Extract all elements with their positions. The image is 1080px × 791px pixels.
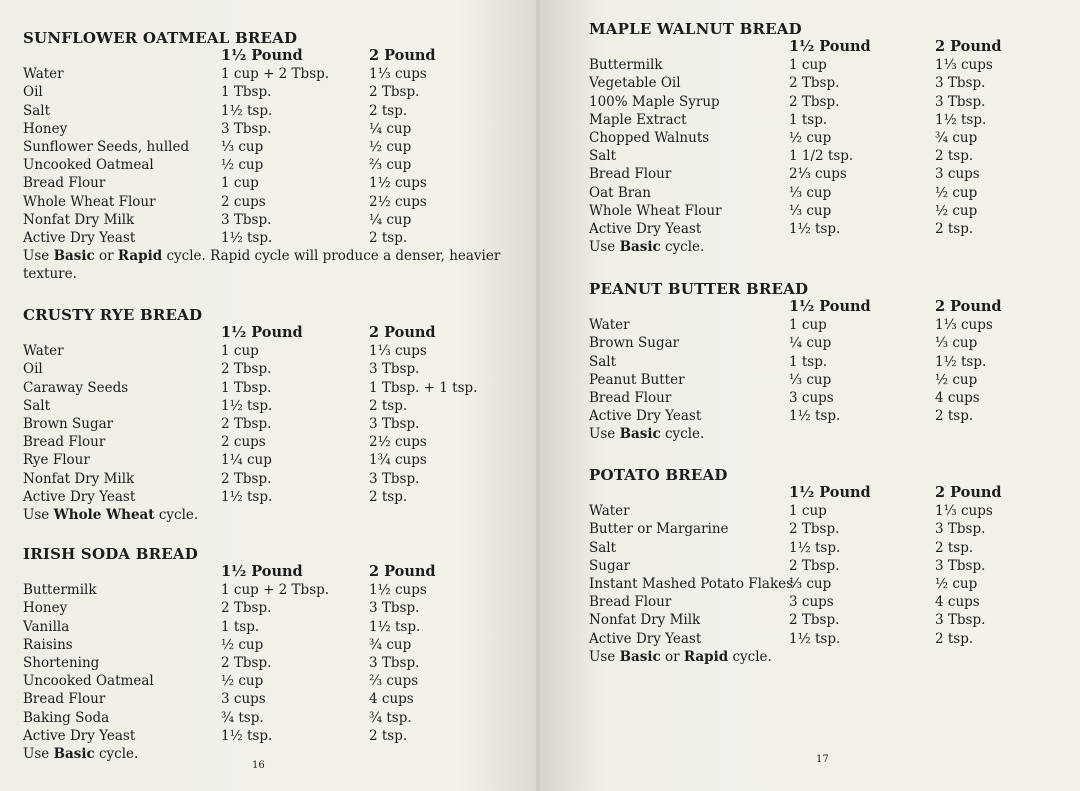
recipe-sunflower-oatmeal-bread <box>23 29 503 283</box>
ingredient-name: Honey <box>23 120 68 137</box>
amount-2-pound: ½ cup <box>935 371 978 388</box>
amount-1-5-pound: 1½ tsp. <box>221 102 273 119</box>
amount-2-pound: 2 Tbsp. <box>369 84 420 101</box>
right-page <box>540 0 1080 791</box>
amount-2-pound: 1⅓ cups <box>935 57 993 74</box>
instruction-text: Use <box>23 745 54 762</box>
instruction-text: cycle. Rapid cycle will produce a denser, heavier texture. <box>23 248 501 283</box>
ingredient-name: Water <box>589 503 630 520</box>
amount-1-5-pound: 2 Tbsp. <box>789 612 840 629</box>
ingredient-row <box>589 220 1069 238</box>
amount-2-pound: 4 cups <box>369 691 414 708</box>
amount-2-pound: 1¾ cups <box>369 452 427 469</box>
amount-1-5-pound: 2 Tbsp. <box>789 521 840 538</box>
amount-1-5-pound: ½ cup <box>221 636 264 653</box>
cycle-name: Basic <box>619 239 661 256</box>
ingredient-row <box>589 611 1069 629</box>
recipe-title: POTATO BREAD <box>589 466 728 484</box>
amount-1-5-pound: 3 Tbsp. <box>221 120 272 137</box>
ingredient-row <box>589 111 1069 129</box>
ingredient-row <box>23 690 503 708</box>
amount-2-pound: 3 cups <box>935 166 980 183</box>
amount-2-pound: 1⅓ cups <box>935 317 993 334</box>
amount-2-pound: ¼ cup <box>369 211 412 228</box>
amount-2-pound: 2 tsp. <box>369 488 408 505</box>
amount-1-5-pound: 2 Tbsp. <box>221 415 272 432</box>
amount-1-5-pound: 1½ tsp. <box>789 408 841 425</box>
amount-1-5-pound: 1 cup <box>789 57 827 74</box>
ingredient-row <box>589 56 1069 74</box>
amount-1-5-pound: 1½ tsp. <box>789 220 841 237</box>
ingredient-name: Uncooked Oatmeal <box>23 673 154 690</box>
ingredient-row <box>23 581 503 599</box>
ingredient-row <box>589 593 1069 611</box>
ingredient-name: Whole Wheat Flour <box>23 193 156 210</box>
amount-1-5-pound: 3 cups <box>789 389 834 406</box>
amount-2-pound: ½ cup <box>935 202 978 219</box>
amount-2-pound: ¾ tsp. <box>369 709 412 726</box>
amount-2-pound: ¼ cup <box>369 120 412 137</box>
ingredient-name: Oil <box>23 84 43 101</box>
ingredient-row <box>589 74 1069 92</box>
size-header-row <box>589 298 1069 316</box>
instruction-text: cycle. <box>94 745 139 762</box>
amount-1-5-pound: ½ cup <box>789 129 832 146</box>
amount-1-5-pound: 1½ tsp. <box>789 630 841 647</box>
ingredient-row <box>589 165 1069 183</box>
size-header-2-pound: 2 Pound <box>935 298 1002 315</box>
page-number: 17 <box>816 754 829 765</box>
ingredient-row <box>589 407 1069 425</box>
ingredient-name: Vanilla <box>23 618 70 635</box>
ingredient-name: Brown Sugar <box>23 415 114 432</box>
ingredient-name: 100% Maple Syrup <box>589 93 720 110</box>
ingredient-name: Sunflower Seeds, hulled <box>23 138 190 155</box>
ingredient-row <box>23 654 503 672</box>
size-header-2-pound: 2 Pound <box>369 324 436 341</box>
amount-1-5-pound: 1½ tsp. <box>789 539 841 556</box>
recipe-title: IRISH SODA BREAD <box>23 545 198 563</box>
amount-2-pound: 3 Tbsp. <box>935 557 986 574</box>
cycle-name: Rapid <box>117 248 163 265</box>
cycle-name: Basic <box>53 248 95 265</box>
recipe-irish-soda-bread <box>23 545 503 763</box>
ingredient-row <box>23 174 503 192</box>
instruction-text: or <box>94 248 118 265</box>
ingredient-name: Salt <box>23 102 51 119</box>
amount-1-5-pound: ¾ tsp. <box>221 709 264 726</box>
size-header-row <box>589 484 1069 502</box>
cycle-instruction <box>589 425 1069 443</box>
amount-2-pound: ⅔ cup <box>369 157 412 174</box>
ingredient-row <box>23 415 503 433</box>
ingredient-name: Active Dry Yeast <box>589 220 702 237</box>
amount-1-5-pound: ⅓ cup <box>789 575 832 592</box>
amount-1-5-pound: 1 cup + 2 Tbsp. <box>221 66 330 83</box>
amount-1-5-pound: 2 cups <box>221 434 266 451</box>
amount-2-pound: 1½ tsp. <box>935 111 987 128</box>
ingredient-name: Bread Flour <box>589 594 672 611</box>
amount-1-5-pound: 1 cup + 2 Tbsp. <box>221 582 330 599</box>
amount-2-pound: 3 Tbsp. <box>935 521 986 538</box>
amount-1-5-pound: 3 Tbsp. <box>221 211 272 228</box>
amount-1-5-pound: 1 Tbsp. <box>221 379 272 396</box>
recipe-peanut-butter-bread <box>589 280 1069 443</box>
amount-1-5-pound: 1½ tsp. <box>221 488 273 505</box>
ingredient-name: Bread Flour <box>23 434 106 451</box>
amount-1-5-pound: 1¼ cup <box>221 452 272 469</box>
amount-2-pound: ⅔ cups <box>369 673 419 690</box>
amount-2-pound: 1½ tsp. <box>935 353 987 370</box>
ingredient-name: Raisins <box>23 636 73 653</box>
ingredient-name: Active Dry Yeast <box>589 630 702 647</box>
recipe-title: CRUSTY RYE BREAD <box>23 306 203 324</box>
ingredient-name: Rye Flour <box>23 452 90 469</box>
ingredient-row <box>589 129 1069 147</box>
ingredient-name: Active Dry Yeast <box>589 408 702 425</box>
amount-1-5-pound: 1 1/2 tsp. <box>789 148 854 165</box>
instruction-text: cycle. <box>660 239 705 256</box>
size-header-1-5-pound: 1½ Pound <box>221 563 303 580</box>
amount-1-5-pound: 2 Tbsp. <box>789 75 840 92</box>
recipe-title: PEANUT BUTTER BREAD <box>589 280 809 298</box>
ingredient-row <box>23 211 503 229</box>
amount-2-pound: 1½ tsp. <box>369 618 421 635</box>
instruction-text: Use <box>23 248 54 265</box>
ingredient-name: Shortening <box>23 654 100 671</box>
amount-1-5-pound: ⅓ cup <box>789 202 832 219</box>
amount-1-5-pound: 2⅓ cups <box>789 166 847 183</box>
amount-2-pound: 3 Tbsp. <box>369 600 420 617</box>
ingredient-name: Brown Sugar <box>589 335 680 352</box>
ingredient-name: Water <box>589 317 630 334</box>
ingredient-name: Bread Flour <box>589 389 672 406</box>
amount-1-5-pound: 3 cups <box>221 691 266 708</box>
ingredient-name: Bread Flour <box>23 691 106 708</box>
ingredient-row <box>23 488 503 506</box>
ingredient-row <box>23 193 503 211</box>
amount-1-5-pound: 1 tsp. <box>789 111 828 128</box>
ingredient-name: Peanut Butter <box>589 371 685 388</box>
amount-2-pound: 2 tsp. <box>369 229 408 246</box>
amount-1-5-pound: 1 cup <box>789 503 827 520</box>
amount-1-5-pound: 2 Tbsp. <box>221 600 272 617</box>
amount-1-5-pound: ½ cup <box>221 157 264 174</box>
ingredient-row <box>589 557 1069 575</box>
instruction-text: Use <box>589 648 620 665</box>
amount-2-pound: 2½ cups <box>369 434 427 451</box>
ingredient-name: Buttermilk <box>589 57 663 74</box>
amount-2-pound: ½ cup <box>935 575 978 592</box>
ingredient-name: Salt <box>23 397 51 414</box>
ingredient-row <box>23 360 503 378</box>
amount-2-pound: 2 tsp. <box>369 727 408 744</box>
amount-2-pound: 3 Tbsp. <box>369 470 420 487</box>
ingredient-row <box>23 102 503 120</box>
amount-2-pound: ¾ cup <box>369 636 412 653</box>
amount-2-pound: ⅓ cup <box>935 335 978 352</box>
amount-2-pound: 1⅓ cups <box>935 503 993 520</box>
ingredient-row <box>23 636 503 654</box>
amount-2-pound: 3 Tbsp. <box>369 654 420 671</box>
amount-2-pound: 3 Tbsp. <box>935 612 986 629</box>
recipe-maple-walnut-bread <box>589 20 1069 256</box>
amount-2-pound: 3 Tbsp. <box>935 93 986 110</box>
ingredient-row <box>23 470 503 488</box>
ingredient-row <box>23 83 503 101</box>
size-header-row <box>589 38 1069 56</box>
ingredient-name: Active Dry Yeast <box>23 727 136 744</box>
amount-1-5-pound: ¼ cup <box>789 335 832 352</box>
amount-1-5-pound: ½ cup <box>221 673 264 690</box>
ingredient-name: Water <box>23 343 64 360</box>
amount-1-5-pound: 2 Tbsp. <box>221 361 272 378</box>
cycle-instruction <box>589 238 1069 256</box>
ingredient-name: Instant Mashed Potato Flakes <box>589 575 794 592</box>
ingredient-row <box>23 342 503 360</box>
instruction-text: Use <box>23 506 54 523</box>
ingredient-name: Salt <box>589 353 617 370</box>
amount-2-pound: 2 tsp. <box>369 397 408 414</box>
ingredient-row <box>589 184 1069 202</box>
cycle-instruction <box>23 745 503 763</box>
ingredient-row <box>23 599 503 617</box>
ingredient-row <box>23 379 503 397</box>
amount-1-5-pound: 1 tsp. <box>221 618 260 635</box>
amount-1-5-pound: ⅓ cup <box>789 184 832 201</box>
ingredient-row <box>23 433 503 451</box>
ingredient-row <box>589 147 1069 165</box>
amount-2-pound: ½ cup <box>369 138 412 155</box>
amount-2-pound: 1 Tbsp. + 1 tsp. <box>369 379 478 396</box>
ingredient-row <box>589 93 1069 111</box>
amount-1-5-pound: 1 cup <box>789 317 827 334</box>
amount-1-5-pound: 2 Tbsp. <box>789 93 840 110</box>
ingredient-row <box>23 229 503 247</box>
ingredient-name: Oat Bran <box>589 184 651 201</box>
amount-2-pound: ¾ cup <box>935 129 978 146</box>
amount-2-pound: 2 tsp. <box>935 220 974 237</box>
amount-1-5-pound: ⅓ cup <box>221 138 264 155</box>
amount-2-pound: 3 Tbsp. <box>935 75 986 92</box>
amount-1-5-pound: ⅓ cup <box>789 371 832 388</box>
ingredient-name: Nonfat Dry Milk <box>23 211 135 228</box>
amount-2-pound: 1½ cups <box>369 582 427 599</box>
amount-1-5-pound: 2 Tbsp. <box>221 470 272 487</box>
ingredient-row <box>23 618 503 636</box>
amount-2-pound: 2 tsp. <box>935 148 974 165</box>
recipe-title: MAPLE WALNUT BREAD <box>589 20 802 38</box>
ingredient-row <box>23 120 503 138</box>
amount-1-5-pound: 1½ tsp. <box>221 397 273 414</box>
instruction-text: Use <box>589 239 620 256</box>
size-header-2-pound: 2 Pound <box>935 38 1002 55</box>
amount-2-pound: 1½ cups <box>369 175 427 192</box>
size-header-row <box>23 324 503 342</box>
ingredient-row <box>23 672 503 690</box>
ingredient-row <box>589 316 1069 334</box>
recipe-crusty-rye-bread <box>23 306 503 524</box>
ingredient-row <box>23 138 503 156</box>
amount-1-5-pound: 1 tsp. <box>789 353 828 370</box>
ingredient-row <box>23 65 503 83</box>
ingredient-name: Salt <box>589 148 617 165</box>
ingredient-name: Butter or Margarine <box>589 521 729 538</box>
ingredient-row <box>23 709 503 727</box>
recipe-title: SUNFLOWER OATMEAL BREAD <box>23 29 298 47</box>
cycle-name: Basic <box>53 745 95 762</box>
amount-2-pound: ½ cup <box>935 184 978 201</box>
ingredient-row <box>23 397 503 415</box>
ingredient-name: Vegetable Oil <box>589 75 681 92</box>
amount-2-pound: 3 Tbsp. <box>369 415 420 432</box>
size-header-2-pound: 2 Pound <box>369 47 436 64</box>
ingredient-name: Honey <box>23 600 68 617</box>
amount-2-pound: 4 cups <box>935 389 980 406</box>
amount-2-pound: 2 tsp. <box>935 630 974 647</box>
cycle-name: Basic <box>619 648 661 665</box>
instruction-text: Use <box>589 426 620 443</box>
amount-2-pound: 1⅓ cups <box>369 343 427 360</box>
size-header-2-pound: 2 Pound <box>935 484 1002 501</box>
ingredient-row <box>23 451 503 469</box>
amount-1-5-pound: 1½ tsp. <box>221 229 273 246</box>
cycle-name: Basic <box>619 426 661 443</box>
size-header-1-5-pound: 1½ Pound <box>789 298 871 315</box>
amount-1-5-pound: 1 cup <box>221 175 259 192</box>
amount-1-5-pound: 2 cups <box>221 193 266 210</box>
amount-1-5-pound: 3 cups <box>789 594 834 611</box>
amount-1-5-pound: 1 Tbsp. <box>221 84 272 101</box>
size-header-1-5-pound: 1½ Pound <box>221 324 303 341</box>
amount-2-pound: 2 tsp. <box>935 408 974 425</box>
instruction-text: cycle. <box>728 648 772 665</box>
amount-1-5-pound: 2 Tbsp. <box>221 654 272 671</box>
ingredient-row <box>23 727 503 745</box>
ingredient-row <box>589 334 1069 352</box>
ingredient-name: Nonfat Dry Milk <box>589 612 701 629</box>
ingredient-name: Baking Soda <box>23 709 110 726</box>
ingredient-name: Nonfat Dry Milk <box>23 470 135 487</box>
ingredient-name: Buttermilk <box>23 582 97 599</box>
cycle-name: Whole Wheat <box>53 506 155 523</box>
size-header-1-5-pound: 1½ Pound <box>221 47 303 64</box>
ingredient-name: Caraway Seeds <box>23 379 129 396</box>
ingredient-name: Chopped Walnuts <box>589 129 710 146</box>
ingredient-row <box>589 353 1069 371</box>
ingredient-name: Bread Flour <box>589 166 672 183</box>
ingredient-name: Whole Wheat Flour <box>589 202 722 219</box>
ingredient-row <box>589 202 1069 220</box>
instruction-text: cycle. <box>660 426 705 443</box>
page-number: 16 <box>252 760 265 771</box>
ingredient-name: Active Dry Yeast <box>23 229 136 246</box>
ingredient-name: Salt <box>589 539 617 556</box>
cycle-instruction <box>589 648 1069 666</box>
ingredient-row <box>589 502 1069 520</box>
size-header-1-5-pound: 1½ Pound <box>789 38 871 55</box>
recipe-potato-bread <box>589 466 1069 666</box>
ingredient-name: Uncooked Oatmeal <box>23 157 154 174</box>
ingredient-name: Bread Flour <box>23 175 106 192</box>
ingredient-name: Water <box>23 66 64 83</box>
amount-2-pound: 2½ cups <box>369 193 427 210</box>
amount-1-5-pound: 2 Tbsp. <box>789 557 840 574</box>
ingredient-row <box>23 156 503 174</box>
cycle-instruction <box>23 506 503 524</box>
ingredient-name: Sugar <box>589 557 631 574</box>
cycle-name: Rapid <box>683 648 729 665</box>
amount-2-pound: 3 Tbsp. <box>369 361 420 378</box>
ingredient-row <box>589 539 1069 557</box>
cycle-instruction <box>23 247 503 283</box>
size-header-2-pound: 2 Pound <box>369 563 436 580</box>
amount-2-pound: 2 tsp. <box>935 539 974 556</box>
ingredient-name: Maple Extract <box>589 111 687 128</box>
size-header-row <box>23 563 503 581</box>
ingredient-row <box>589 520 1069 538</box>
amount-1-5-pound: 1½ tsp. <box>221 727 273 744</box>
amount-2-pound: 4 cups <box>935 594 980 611</box>
size-header-1-5-pound: 1½ Pound <box>789 484 871 501</box>
amount-1-5-pound: 1 cup <box>221 343 259 360</box>
ingredient-row <box>589 371 1069 389</box>
ingredient-row <box>589 389 1069 407</box>
ingredient-row <box>589 575 1069 593</box>
amount-2-pound: 1⅓ cups <box>369 66 427 83</box>
instruction-text: or <box>660 648 684 665</box>
ingredient-row <box>589 630 1069 648</box>
instruction-text: cycle. <box>154 506 199 523</box>
ingredient-name: Oil <box>23 361 43 378</box>
ingredient-name: Active Dry Yeast <box>23 488 136 505</box>
amount-2-pound: 2 tsp. <box>369 102 408 119</box>
size-header-row <box>23 47 503 65</box>
